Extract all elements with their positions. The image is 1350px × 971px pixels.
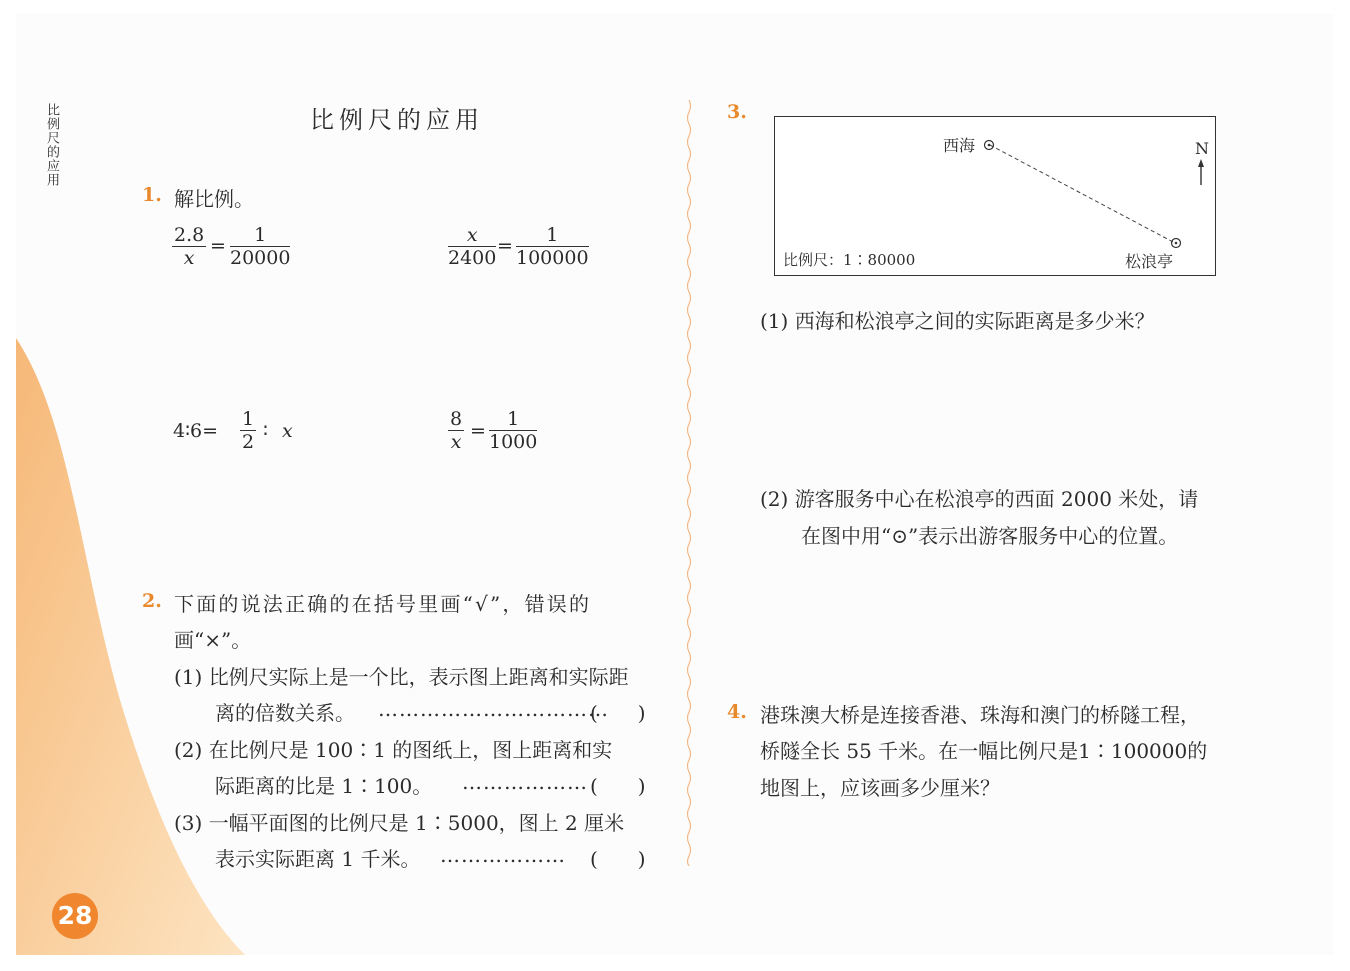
map-place-a: 西海 bbox=[943, 136, 976, 155]
eq3-variable: x bbox=[282, 420, 293, 442]
map-place-b: 松浪亭 bbox=[1125, 252, 1174, 271]
eq1-right-denominator: 20000 bbox=[230, 247, 291, 269]
map-north-label: N bbox=[1195, 139, 1209, 158]
page-title: 比例尺的应用 bbox=[310, 106, 484, 134]
eq4-right-denominator: 1000 bbox=[489, 431, 538, 453]
eq4-denominator: x bbox=[450, 431, 462, 453]
q2-item-1-line-1: (1) 比例尺实际上是一个比，表示图上距离和实际距 bbox=[174, 665, 629, 689]
question-4-line-2: 桥隧全长 55 千米。在一幅比例尺是1∶100000的 bbox=[760, 739, 1208, 763]
q2-item-1-dots: …………………………… bbox=[378, 697, 609, 721]
eq2-numerator: x bbox=[466, 224, 478, 246]
q2-item-2-line-2: 际距离的比是 1∶100。 bbox=[215, 774, 433, 798]
eq2-right-denominator: 100000 bbox=[516, 247, 589, 269]
q2-item-3-dots: ……………… bbox=[440, 843, 566, 867]
eq1-denominator: x bbox=[183, 247, 195, 269]
map-scale-label: 比例尺：1∶80000 bbox=[783, 251, 916, 269]
eq3-fraction-numerator: 1 bbox=[242, 408, 255, 430]
map-figure bbox=[774, 116, 1216, 276]
page-number-badge: 28 bbox=[52, 893, 98, 939]
question-2-number: 2. bbox=[142, 590, 162, 612]
q2-item-1-line-2: 离的倍数关系。 bbox=[215, 701, 355, 725]
question-3-sub-2-line-1: (2) 游客服务中心在松浪亭的西面 2000 米处，请 bbox=[760, 487, 1199, 511]
question-3-number: 3. bbox=[727, 101, 747, 123]
question-2-line-1: 下面的说法正确的在括号里画“√”，错误的 bbox=[174, 592, 592, 616]
eq3-left: 4∶6= bbox=[173, 420, 219, 442]
question-1-prompt: 解比例。 bbox=[174, 187, 254, 211]
eq4-right-numerator: 1 bbox=[489, 408, 537, 431]
q2-item-3-line-1: (3) 一幅平面图的比例尺是 1∶5000，图上 2 厘米 bbox=[174, 811, 625, 835]
eq1-right-numerator: 1 bbox=[230, 224, 290, 247]
eq4-numerator: 8 bbox=[450, 408, 463, 430]
q2-item-2-answer-bracket[interactable]: ( ) bbox=[590, 774, 646, 798]
eq2-right-numerator: 1 bbox=[516, 224, 589, 247]
eq2-denominator: 2400 bbox=[448, 247, 497, 269]
eq3-fraction-denominator: 2 bbox=[242, 431, 255, 453]
question-4-line-1: 港珠澳大桥是连接香港、珠海和澳门的桥隧工程， bbox=[760, 703, 1200, 727]
q2-item-3-line-2: 表示实际距离 1 千米。 bbox=[215, 847, 421, 871]
question-4-line-3: 地图上，应该画多少厘米？ bbox=[760, 776, 1000, 800]
q2-item-2-line-1: (2) 在比例尺是 100∶1 的图纸上，图上距离和实 bbox=[174, 738, 613, 762]
side-chapter-label: 比例尺的应用 bbox=[44, 103, 59, 187]
question-3-sub-1: (1) 西海和松浪亭之间的实际距离是多少米？ bbox=[760, 309, 1155, 333]
eq1-numerator: 2.8 bbox=[174, 224, 205, 246]
question-3-sub-2-line-2: 在图中用“⊙”表示出游客服务中心的位置。 bbox=[801, 524, 1179, 548]
question-2-line-2: 画“×”。 bbox=[174, 628, 252, 652]
center-wavy-divider bbox=[686, 100, 692, 866]
question-4-number: 4. bbox=[727, 701, 747, 723]
q2-item-2-dots: ……………… bbox=[462, 770, 588, 794]
eq3-ratio-sign: ∶ bbox=[263, 420, 268, 442]
question-1-number: 1. bbox=[142, 184, 162, 206]
q2-item-1-answer-bracket[interactable]: ( ) bbox=[590, 701, 646, 725]
q2-item-3-answer-bracket[interactable]: ( ) bbox=[590, 847, 646, 871]
